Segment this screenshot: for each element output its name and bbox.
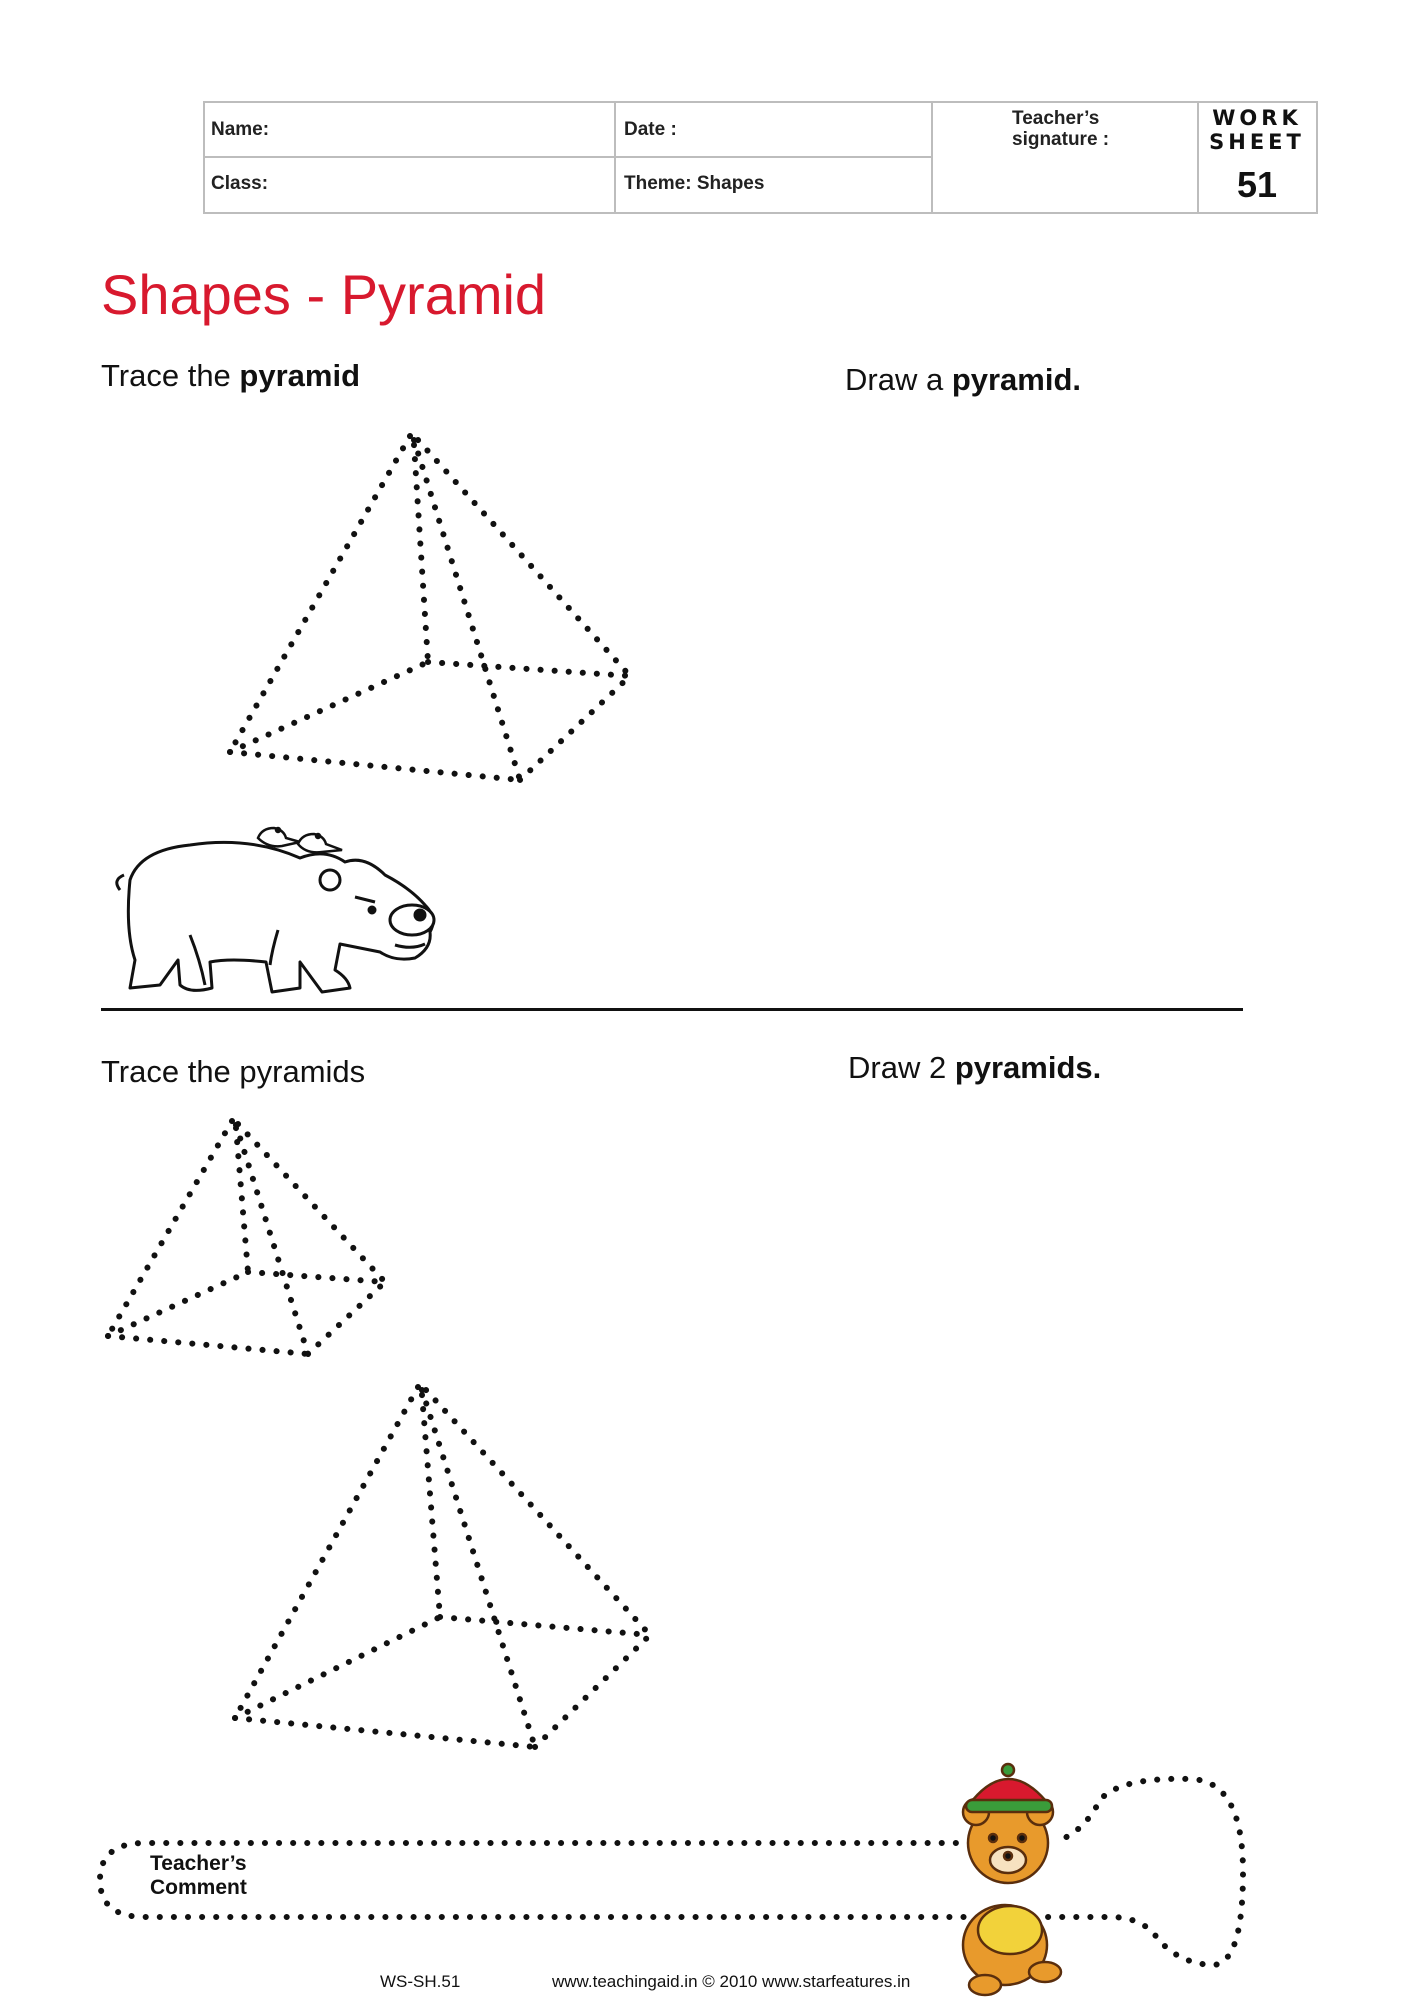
worksheet-number: 51 <box>1236 164 1278 205</box>
date-label: Date : <box>624 119 677 140</box>
signature-label-line1: Teacher’s <box>1012 108 1100 129</box>
teacher-comment-label <box>150 1852 247 1900</box>
signature-label-line2: signature : <box>1012 129 1110 150</box>
polar-bear-illustration <box>117 842 434 992</box>
trace-instruction-2: Trace the pyramids <box>101 1054 366 1089</box>
dotted-pyramid-1 <box>230 436 630 780</box>
teacher-comment-label-line2: Comment <box>150 1876 247 1899</box>
draw-instruction-1-prefix: Draw a <box>845 362 952 397</box>
dotted-pyramid-3 <box>235 1387 650 1747</box>
page-title: Shapes - Pyramid <box>101 263 547 326</box>
dotted-pyramid-2 <box>108 1121 385 1354</box>
class-label: Class: <box>211 173 269 194</box>
draw-instruction-1-bold: pyramid. <box>951 362 1082 397</box>
draw-instruction-2-prefix: Draw 2 <box>848 1050 955 1085</box>
trace-instruction-1-bold: pyramid <box>239 358 361 393</box>
footer-site: www.teachingaid.in © 2010 www.starfeatures.in <box>552 1972 911 1991</box>
theme-label: Theme: Shapes <box>624 173 765 194</box>
teacher-comment-label-line1: Teacher’s <box>150 1852 247 1875</box>
name-label: Name: <box>211 119 270 140</box>
draw-instruction-2-bold: pyramids. <box>954 1050 1102 1085</box>
worksheet-label-line2: SHEET <box>1209 130 1305 154</box>
teddy-bear-with-santa-hat-illustration <box>963 1764 1061 1995</box>
trace-instruction-1-prefix: Trace the <box>101 358 240 393</box>
worksheet-label-line1: WORK <box>1212 106 1302 130</box>
footer-worksheet-code: WS-SH.51 <box>380 1972 461 1991</box>
teacher-comment-dotted-border <box>100 1779 1243 1965</box>
